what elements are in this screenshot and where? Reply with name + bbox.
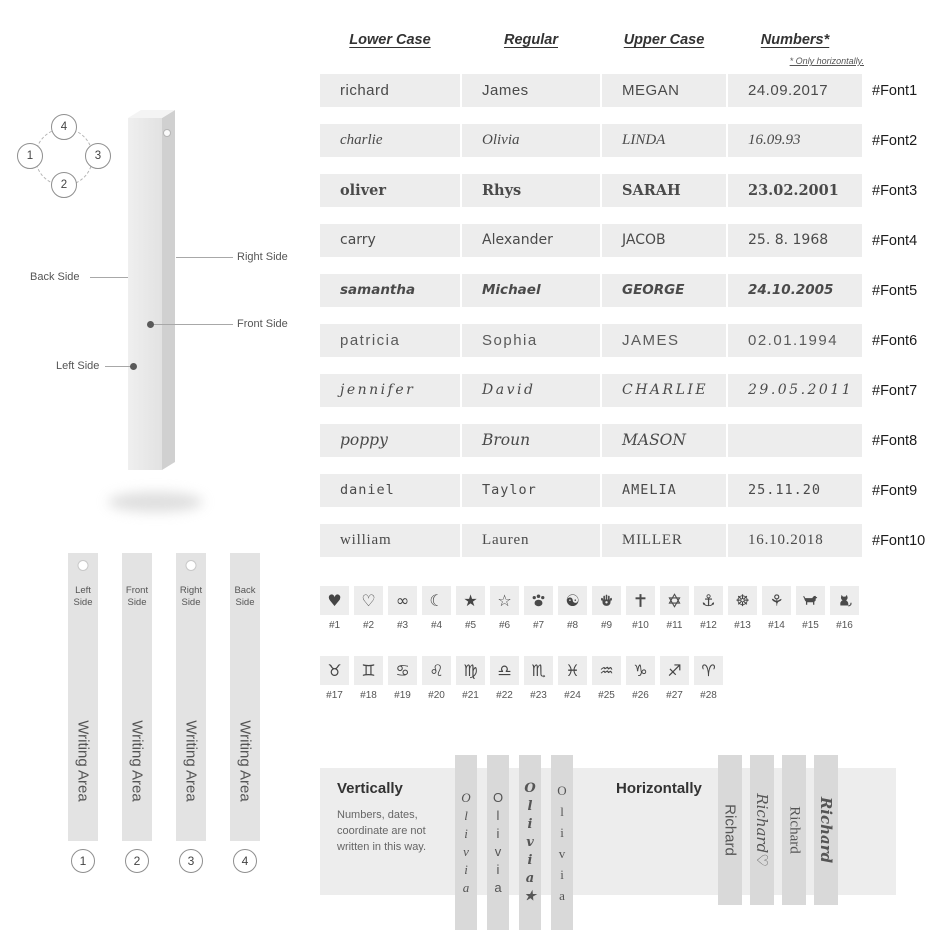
symbol-option (626, 656, 655, 701)
font-row (320, 324, 944, 357)
infinity-icon: ∞ (388, 586, 417, 615)
font-id-label: #Font10 (872, 532, 926, 549)
virgo-icon: ♍ (456, 656, 485, 685)
font-sample-lower: richard (320, 74, 460, 107)
font-sample-regular: David (462, 374, 600, 407)
font-row (320, 174, 944, 207)
stacked-letter: i (496, 862, 500, 877)
symbol-id: #27 (666, 690, 683, 701)
writing-area-label: Writing Area (182, 720, 200, 802)
stacked-letter: a (494, 880, 502, 895)
aquarius-icon: ♒ (592, 656, 621, 685)
symbol-option (320, 586, 349, 631)
font-sample-numbers: 16.10.2018 (728, 524, 862, 557)
stacked-letter: l (464, 808, 468, 823)
capricorn-icon: ♑ (626, 656, 655, 685)
header-lower-case: Lower Case (349, 32, 431, 48)
writing-bar-back-side (230, 553, 260, 868)
font-sample-numbers: 16.09.93 (728, 124, 862, 157)
anchor-icon: ⚓ (694, 586, 723, 615)
font-row (320, 474, 944, 507)
stacked-letter: a (462, 880, 470, 895)
symbol-id: #18 (360, 690, 377, 701)
stacked-letter: ★ (524, 889, 536, 904)
font-id-label: #Font8 (872, 432, 918, 449)
vertically-note: Numbers, dates, coordinate are not written in this way. (337, 809, 427, 853)
font-sample-lower: daniel (320, 474, 460, 507)
font-row-strip (320, 374, 862, 407)
font-sample-numbers: 02.01.1994 (728, 324, 862, 357)
symbol-id: #7 (532, 620, 545, 631)
font-row (320, 74, 944, 107)
font-row (320, 274, 944, 307)
font-sample-upper: LINDA (602, 124, 726, 157)
leo-icon: ♌ (422, 656, 451, 685)
symbol-option (762, 586, 791, 631)
font-sample-numbers: 24.10.2005 (728, 274, 862, 307)
font-sample-lower: oliver (320, 174, 460, 207)
font-sample-regular: Taylor (462, 474, 600, 507)
writing-area-label: Writing Area (74, 720, 92, 802)
font-sample-numbers: 24.09.2017 (728, 74, 862, 107)
symbol-id: #16 (836, 620, 853, 631)
symbol-option (524, 656, 553, 701)
font-row-strip (320, 174, 862, 207)
side-label: Back Side (234, 585, 256, 609)
font-sample-upper: CHARLIE (602, 374, 726, 407)
font-sample-regular: James (462, 74, 600, 107)
font-sample-regular: Sophia (462, 324, 600, 357)
stacked-letter: O (461, 790, 471, 805)
stacked-letter: a (559, 887, 565, 903)
font-sample-regular: Olivia (462, 124, 600, 157)
stacked-letter: i (464, 826, 468, 841)
leader-line-right (176, 257, 233, 258)
symbol-option (592, 586, 621, 631)
gemini-icon: ♊ (354, 656, 383, 685)
sagittarius-icon: ♐ (660, 656, 689, 685)
symbol-id: #28 (700, 690, 717, 701)
font-sample-lower: jennifer (320, 374, 460, 407)
left-side-label: Left Side (56, 360, 100, 372)
leader-line-back (90, 277, 128, 278)
symbol-option (456, 586, 485, 631)
position-circle-4: 4 (51, 114, 77, 140)
pendant-right-face (162, 110, 175, 470)
vertical-example-bar (455, 755, 477, 930)
stacked-letter: O (524, 781, 536, 796)
heart-filled-icon: ♥ (320, 586, 349, 615)
pendant-hole (163, 129, 171, 137)
vertical-example-bar (487, 755, 509, 930)
ship-wheel-icon: ☸ (728, 586, 757, 615)
symbol-option (490, 656, 519, 701)
vertical-example-bar (519, 755, 541, 930)
font-sample-numbers (728, 424, 862, 457)
vertical-example-bar (551, 755, 573, 930)
hole (186, 560, 197, 571)
writing-area-label: Writing Area (236, 720, 254, 802)
writing-bar-left-side (68, 553, 98, 868)
symbol-id: #12 (700, 620, 717, 631)
side-label: Front Side (125, 585, 149, 609)
cancer-icon: ♋ (388, 656, 417, 685)
font-row (320, 524, 944, 557)
rotated-name: Richard (817, 796, 835, 864)
symbol-id: #20 (428, 690, 445, 701)
font-sample-upper: JAMES (602, 324, 726, 357)
star-of-david-icon (660, 586, 689, 615)
position-circle-2: 2 (51, 172, 77, 198)
stacked-letter: v (494, 844, 502, 859)
symbol-id: #5 (464, 620, 477, 631)
symbol-option (524, 586, 553, 631)
horizontal-example-bar (782, 755, 806, 905)
symbol-id: #22 (496, 690, 513, 701)
symbol-id: #14 (768, 620, 785, 631)
lotus-icon: ⚘ (762, 586, 791, 615)
position-circle-1: 1 (17, 143, 43, 169)
symbol-option (354, 586, 383, 631)
symbol-option (320, 656, 349, 701)
side-label: Right Side (179, 585, 203, 609)
font-sample-numbers: 29.05.2011 (728, 374, 862, 407)
font-id-label: #Font4 (872, 232, 918, 249)
horizontal-example-bar (718, 755, 742, 905)
symbol-option (660, 656, 689, 701)
symbol-id: #21 (462, 690, 479, 701)
font-sample-upper: MEGAN (602, 74, 726, 107)
symbol-id: #11 (666, 620, 683, 631)
symbol-id: #23 (530, 690, 547, 701)
font-id-label: #Font2 (872, 132, 918, 149)
font-sample-numbers: 25. 8. 1968 (728, 224, 862, 257)
stacked-letter: O (492, 790, 504, 805)
right-side-label: Right Side (237, 251, 288, 263)
font-sample-lower: william (320, 524, 460, 557)
front-side-label: Front Side (237, 318, 288, 330)
font-row-strip (320, 224, 862, 257)
yin-yang-icon: ☯ (558, 586, 587, 615)
font-sample-lower: charlie (320, 124, 460, 157)
symbol-option (558, 586, 587, 631)
pisces-icon: ♓ (558, 656, 587, 685)
stacked-letter: i (496, 826, 500, 841)
symbol-option (422, 656, 451, 701)
symbol-id: #19 (394, 690, 411, 701)
symbol-option (388, 656, 417, 701)
symbol-option (830, 586, 859, 631)
stacked-letter: i (464, 862, 468, 877)
symbol-option (422, 586, 451, 631)
symbol-id: #1 (328, 620, 341, 631)
crescent-moon-icon: ☾ (422, 586, 451, 615)
symbol-option (456, 656, 485, 701)
header-regular: Regular (504, 32, 558, 48)
symbol-option (354, 656, 383, 701)
stacked-letter: i (560, 866, 564, 882)
symbol-option (388, 586, 417, 631)
hamsa-icon (592, 586, 621, 615)
star-outline-icon: ☆ (490, 586, 519, 615)
rotated-name: Richard (721, 804, 739, 856)
symbol-option (796, 586, 825, 631)
rotated-name: Richard (786, 806, 803, 854)
font-id-label: #Font6 (872, 332, 918, 349)
position-circle-3: 3 (85, 143, 111, 169)
symbol-option (490, 586, 519, 631)
font-row-strip (320, 274, 862, 307)
font-sample-upper: SARAH (602, 174, 726, 207)
symbol-option (660, 586, 689, 631)
hole (78, 560, 89, 571)
font-table-rows (320, 74, 944, 574)
font-row (320, 424, 944, 457)
stacked-letter: l (496, 808, 500, 823)
font-sample-lower: poppy (320, 424, 460, 457)
font-sample-upper: MILLER (602, 524, 726, 557)
front-side-dot (147, 321, 154, 328)
symbol-id: #26 (632, 690, 649, 701)
stacked-letter: i (527, 817, 533, 832)
font-sample-regular: Rhys (462, 174, 600, 207)
font-id-label: #Font9 (872, 482, 918, 499)
vertically-title: Vertically (337, 780, 403, 797)
side-label: Left Side (73, 585, 93, 609)
font-id-label: #Font3 (872, 182, 918, 199)
star-filled-icon: ★ (456, 586, 485, 615)
font-sample-regular: Alexander (462, 224, 600, 257)
header-upper-case: Upper Case (623, 32, 705, 48)
font-sample-numbers: 25.11.20 (728, 474, 862, 507)
symbol-option (728, 586, 757, 631)
horizontal-example-bar (814, 755, 838, 905)
font-row-strip (320, 324, 862, 357)
symbol-id: #24 (564, 690, 581, 701)
pendant-shadow (108, 492, 203, 512)
symbol-id: #6 (498, 620, 511, 631)
bar-number-badge: 4 (233, 849, 257, 873)
font-sample-upper: GEORGE (602, 274, 726, 307)
stacked-letter: i (560, 824, 564, 840)
cat-icon (830, 586, 859, 615)
font-sample-upper: AMELIA (602, 474, 726, 507)
aries-icon: ♈ (694, 656, 723, 685)
symbol-id: #10 (632, 620, 649, 631)
taurus-icon: ♉ (320, 656, 349, 685)
left-side-dot (130, 363, 137, 370)
font-sample-upper: JACOB (602, 224, 726, 257)
numbers-footnote: * Only horizontally. (789, 56, 864, 66)
font-sample-lower: patricia (320, 324, 460, 357)
bar-number-badge: 3 (179, 849, 203, 873)
font-sample-lower: carry (320, 224, 460, 257)
symbol-id: #4 (430, 620, 443, 631)
horizontally-title: Horizontally (616, 780, 702, 797)
writing-bar-right-side (176, 553, 206, 868)
symbol-option (626, 586, 655, 631)
paw-icon (524, 586, 553, 615)
stacked-letter: l (527, 799, 533, 814)
cross-icon (626, 586, 655, 615)
bar-number-badge: 1 (71, 849, 95, 873)
font-id-label: #Font7 (872, 382, 918, 399)
font-row-strip (320, 524, 862, 557)
stacked-letter: v (463, 844, 469, 859)
stacked-letter: O (557, 782, 567, 798)
symbol-option (694, 656, 723, 701)
font-sample-numbers: 23.02.2001 (728, 174, 862, 207)
font-id-label: #Font1 (872, 82, 918, 99)
symbol-option (592, 656, 621, 701)
pendant-front-face (128, 118, 162, 470)
symbol-id: #2 (362, 620, 375, 631)
symbols-row-2 (320, 656, 723, 701)
header-numbers: Numbers* (760, 32, 830, 48)
symbol-option (558, 656, 587, 701)
leader-line-left (105, 366, 132, 367)
heart-outline-icon: ♡ (354, 586, 383, 615)
font-sample-regular: Michael (462, 274, 600, 307)
stacked-letter: i (527, 853, 533, 868)
font-row-strip (320, 124, 862, 157)
libra-icon: ♎ (490, 656, 519, 685)
symbol-id: #8 (566, 620, 579, 631)
font-table-header (320, 32, 862, 54)
stacked-letter: v (558, 845, 566, 861)
horizontal-example-bar (750, 755, 774, 905)
rotated-name: Richard♡ (753, 793, 771, 867)
symbol-id: #17 (326, 690, 343, 701)
writing-bar-front-side (122, 553, 152, 868)
symbol-id: #13 (734, 620, 751, 631)
symbol-id: #25 (598, 690, 615, 701)
font-row-strip (320, 424, 862, 457)
font-row (320, 374, 944, 407)
stacked-letter: l (560, 803, 564, 819)
dog-icon (796, 586, 825, 615)
leader-line-front (152, 324, 233, 325)
symbols-row-1 (320, 586, 859, 631)
font-id-label: #Font5 (872, 282, 918, 299)
symbol-id: #15 (802, 620, 819, 631)
font-row (320, 124, 944, 157)
font-sample-upper: MASON (602, 424, 726, 457)
back-side-label: Back Side (30, 271, 80, 283)
symbol-option (694, 586, 723, 631)
font-sample-regular: Broun (462, 424, 600, 457)
font-row-strip (320, 74, 862, 107)
scorpio-icon: ♏ (524, 656, 553, 685)
font-row (320, 224, 944, 257)
stacked-letter: v (526, 835, 534, 850)
bar-number-badge: 2 (125, 849, 149, 873)
stacked-letter: a (525, 871, 535, 886)
font-sample-lower: samantha (320, 274, 460, 307)
symbol-id: #9 (600, 620, 613, 631)
writing-area-label: Writing Area (128, 720, 146, 802)
font-sample-regular: Lauren (462, 524, 600, 557)
font-row-strip (320, 474, 862, 507)
symbol-id: #3 (396, 620, 409, 631)
